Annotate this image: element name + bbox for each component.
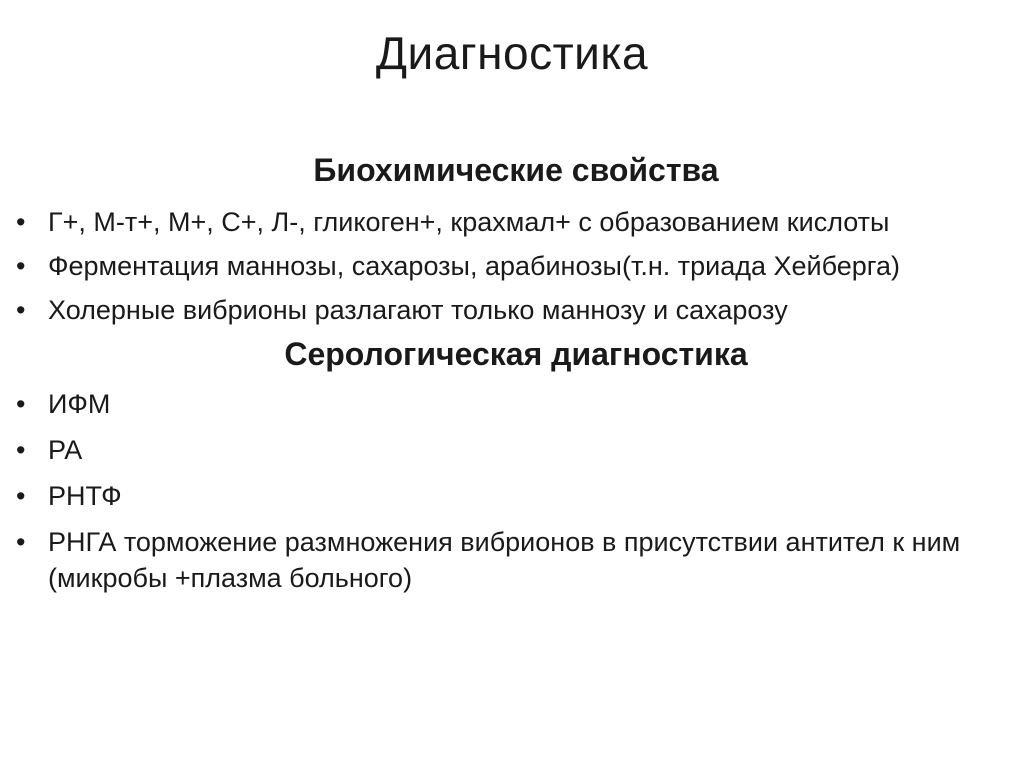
bullet-list-biochemical <box>16 204 976 328</box>
bullet-dot: • <box>16 295 26 325</box>
slide-content <box>16 150 976 596</box>
bullet-dot: • <box>16 251 26 281</box>
bullet-dot: • <box>16 435 26 465</box>
slide-title: Диагностика <box>375 27 649 79</box>
list-item <box>16 292 976 328</box>
list-item <box>16 204 976 240</box>
bullet-list-serological <box>16 386 976 596</box>
section-heading-serological: Серологическая диагностика <box>284 336 748 372</box>
bullet-dot: • <box>16 481 26 511</box>
list-item-text: ИФМ <box>48 389 111 419</box>
list-item-text: Ферментация маннозы, сахарозы, арабинозы(т.н. триада Хейберга) <box>48 251 901 281</box>
list-item-text: РА <box>48 435 83 465</box>
list-item-text: Г+, М-т+, М+, С+, Л-, гликоген+, крахмал+ с образованием кислоты <box>48 207 890 237</box>
bullet-dot: • <box>16 527 26 557</box>
list-item-text: Холерные вибрионы разлагают только маннозу и сахарозу <box>48 295 788 325</box>
list-item <box>16 478 976 514</box>
section-heading-biochemical: Биохимические свойства <box>313 152 719 188</box>
bullet-dot: • <box>16 389 26 419</box>
list-item <box>16 248 976 284</box>
list-item-text: РНГА торможение размножения вибрионов в присутствии антител к ним (микробы +плазма больного) <box>48 527 961 593</box>
list-item <box>16 524 976 596</box>
list-item-text: РНТФ <box>48 481 122 511</box>
list-item <box>16 386 976 422</box>
bullet-dot: • <box>16 207 26 237</box>
list-item <box>16 432 976 468</box>
